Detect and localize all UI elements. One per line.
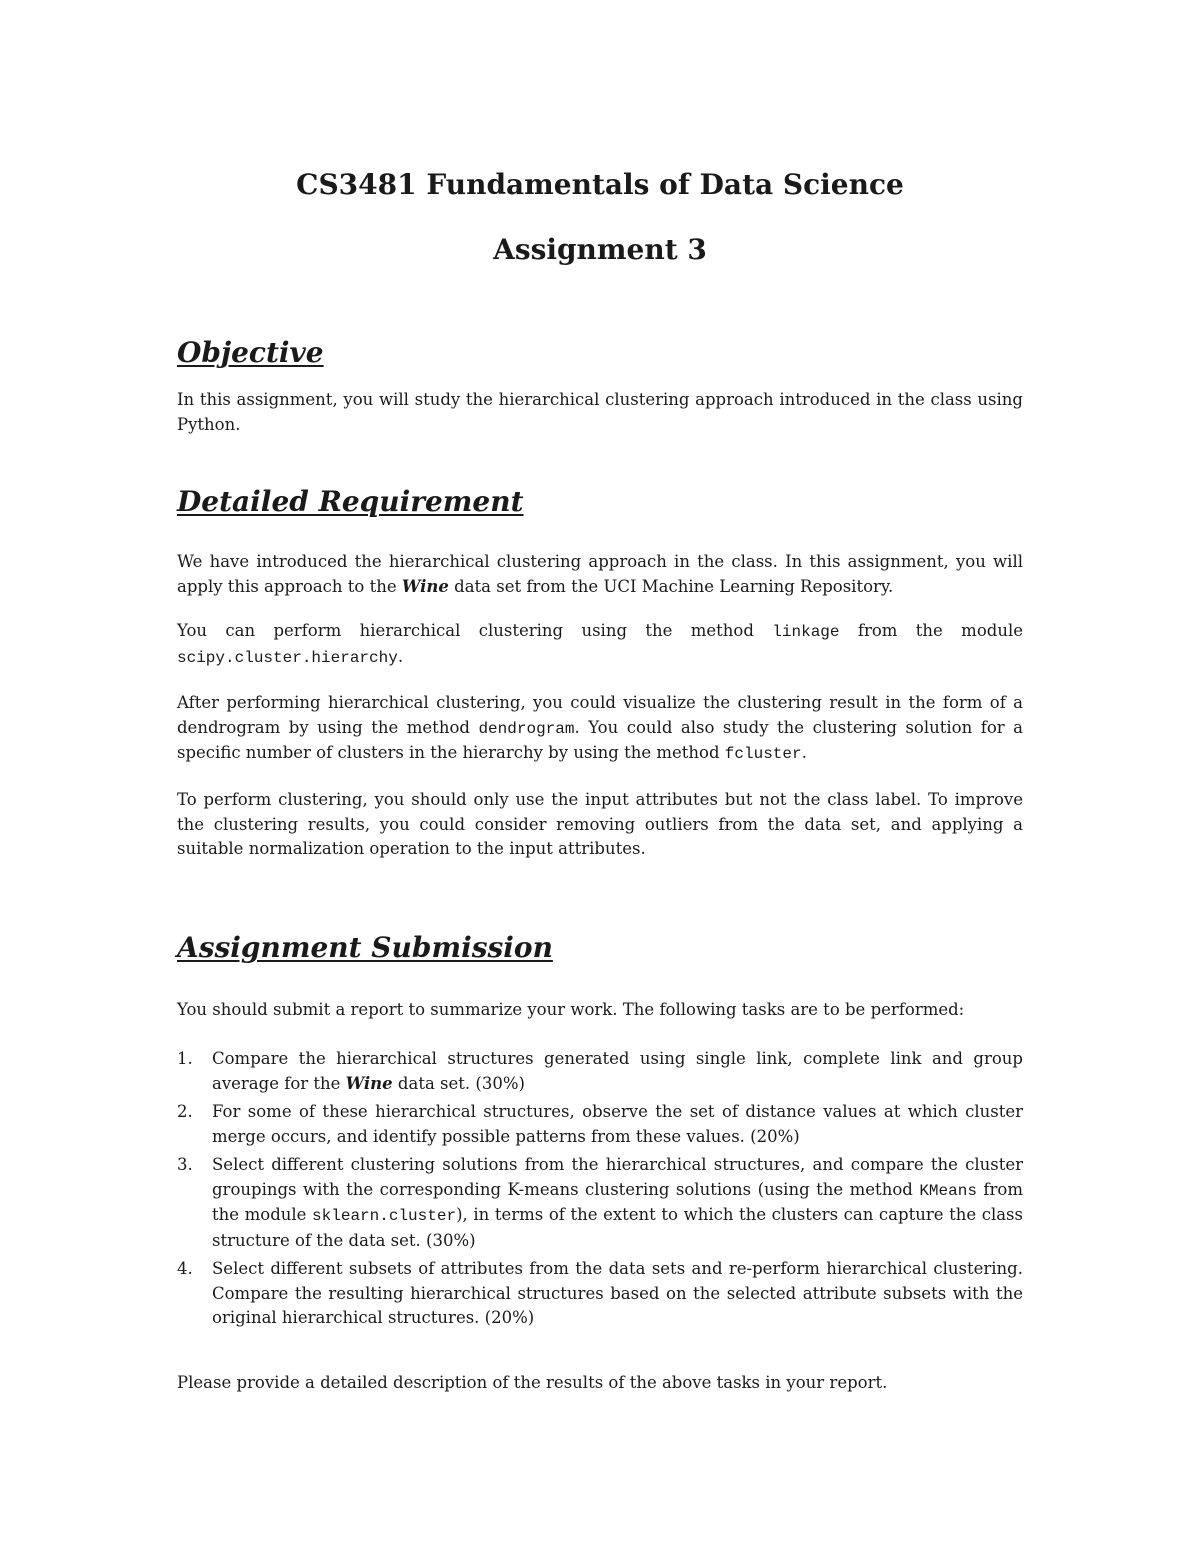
list-item: 1. Compare the hierarchical structures generated using single link, complete link and group average for the Wine data set. (30%) — [177, 1049, 1023, 1093]
list-item: 2. For some of these hierarchical structures, observe the set of distance values at which cluster merge occurs, and identify possible patterns from these values. (20%) — [177, 1102, 1023, 1146]
code-linkage: linkage — [772, 623, 840, 641]
code-sklearn-module: sklearn.cluster — [312, 1207, 457, 1225]
detailed-paragraph-3: After performing hierarchical clustering, you could visualize the clustering result in the form of a dendrogram by using the method dendrogram. You could also study the clustering solution for a specific number of clusters in the hierarchy by using the method fcluster. — [177, 693, 1024, 763]
list-item: 3. Select different clustering solutions from the hierarchical structures, and compare the cluster groupings with the corresponding K-means clustering solutions (using the method KMeans from the module sklearn.cluster), in terms of the extent to which the clusters can capture the class structure of the data set. (30%) — [177, 1155, 1023, 1250]
detailed-paragraph-2: You can perform hierarchical clustering using the method linkage from the module scipy.cluster.hierarchy. — [177, 621, 1023, 667]
assignment-title: Assignment 3 — [493, 233, 707, 266]
course-title: CS3481 Fundamentals of Data Science — [296, 168, 904, 201]
submission-intro: You should submit a report to summarize your work. The following tasks are to be performed: — [177, 1000, 965, 1019]
list-item: 4. Select different subsets of attributes from the data sets and re-perform hierarchical clustering. Compare the resulting hierarchical structures based on the selected attribute subsets with the original hierarchical structures. (20%) — [177, 1259, 1023, 1327]
detailed-requirement-heading: Detailed Requirement — [177, 485, 524, 518]
wine-dataset-name: Wine — [345, 1073, 393, 1093]
task-list — [177, 1047, 1023, 1335]
wine-dataset-name: Wine — [401, 576, 449, 596]
assignment-submission-heading: Assignment Submission — [177, 931, 553, 964]
detailed-paragraph-1: We have introduced the hierarchical clustering approach in the class. In this assignment, you will apply this approach to the Wine data set from the UCI Machine Learning Repository. — [177, 552, 1023, 596]
code-scipy-module: scipy.cluster.hierarchy — [177, 648, 398, 667]
detailed-paragraph-4: To perform clustering, you should only use the input attributes but not the class label. To improve the clustering results, you could consider removing outliers from the data set, and applying a suitable normalization operation to the input attributes. — [177, 790, 1023, 858]
code-fcluster: fcluster — [724, 745, 802, 763]
objective-heading: Objective — [177, 336, 324, 369]
code-dendrogram: dendrogram — [478, 719, 575, 738]
code-kmeans: KMeans — [919, 1181, 977, 1200]
closing-paragraph: Please provide a detailed description of the results of the above tasks in your report. — [177, 1373, 888, 1392]
objective-text: In this assignment, you will study the hierarchical clustering approach introduced in the class using Python. — [177, 390, 1023, 434]
